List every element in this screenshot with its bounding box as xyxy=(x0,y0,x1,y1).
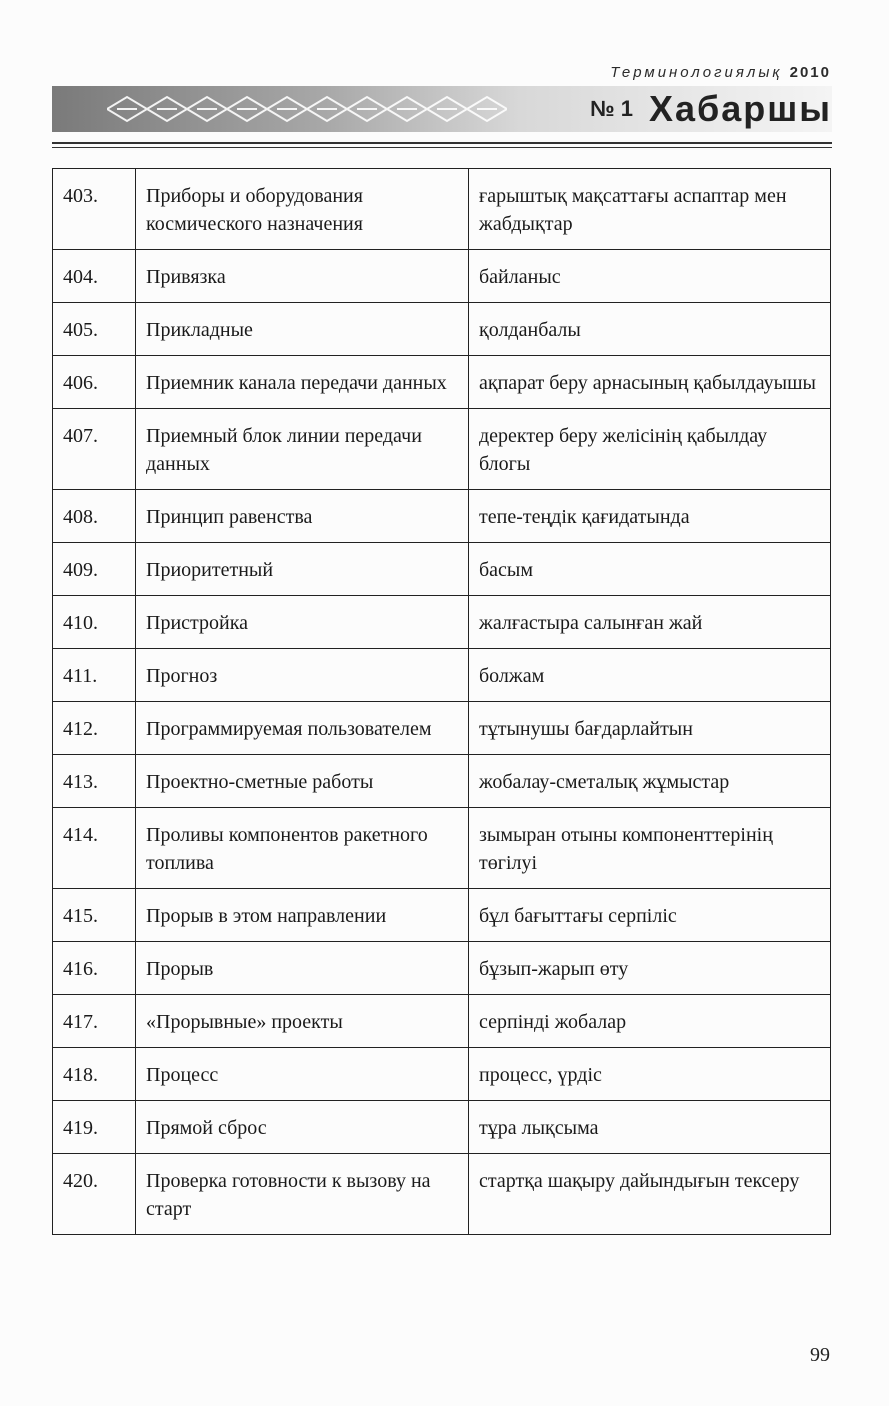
term-kazakh: ғарыштық мақсаттағы аспаптар мен жабдықтар xyxy=(469,169,831,250)
term-number: 407. xyxy=(53,409,136,490)
term-kazakh: бұл бағыттағы серпіліс xyxy=(469,889,831,942)
term-number: 419. xyxy=(53,1101,136,1154)
term-russian: Прорыв в этом направлении xyxy=(136,889,469,942)
term-number: 415. xyxy=(53,889,136,942)
term-russian: Привязка xyxy=(136,250,469,303)
table-row xyxy=(53,649,831,702)
term-russian: Проверка готовности к вызову на старт xyxy=(136,1154,469,1235)
term-kazakh: ақпарат беру арнасының қабылдауышы xyxy=(469,356,831,409)
term-russian: «Прорывные» проекты xyxy=(136,995,469,1048)
table-row xyxy=(53,1154,831,1235)
term-kazakh: деректер беру желісінің қабылдау блогы xyxy=(469,409,831,490)
table-row xyxy=(53,169,831,250)
term-kazakh: тепе-теңдік қағидатында xyxy=(469,490,831,543)
table-row xyxy=(53,755,831,808)
term-russian: Проливы компонентов ракетного топлива xyxy=(136,808,469,889)
term-russian: Приборы и оборудования космического назначения xyxy=(136,169,469,250)
term-kazakh: тұра лықсыма xyxy=(469,1101,831,1154)
term-number: 410. xyxy=(53,596,136,649)
term-kazakh: стартқа шақыру дайындығын тексеру xyxy=(469,1154,831,1235)
term-russian: Прямой сброс xyxy=(136,1101,469,1154)
term-russian: Приоритетный xyxy=(136,543,469,596)
term-number: 409. xyxy=(53,543,136,596)
terms-table xyxy=(52,168,831,1235)
table-row xyxy=(53,409,831,490)
header-rule xyxy=(52,142,832,144)
term-russian: Приемник канала передачи данных xyxy=(136,356,469,409)
term-russian: Процесс xyxy=(136,1048,469,1101)
term-russian: Проектно-сметные работы xyxy=(136,755,469,808)
term-kazakh: зымыран отыны компоненттерінің төгілуі xyxy=(469,808,831,889)
term-number: 414. xyxy=(53,808,136,889)
term-russian: Пристройка xyxy=(136,596,469,649)
term-kazakh: байланыс xyxy=(469,250,831,303)
table-row xyxy=(53,808,831,889)
term-russian: Прогноз xyxy=(136,649,469,702)
table-row xyxy=(53,702,831,755)
table-row xyxy=(53,889,831,942)
journal-name: Хабаршы xyxy=(648,88,832,129)
header-banner xyxy=(52,86,832,132)
term-number: 404. xyxy=(53,250,136,303)
term-number: 418. xyxy=(53,1048,136,1101)
table-row xyxy=(53,250,831,303)
table-row xyxy=(53,942,831,995)
table-row xyxy=(53,490,831,543)
table-row xyxy=(53,356,831,409)
term-kazakh: бұзып-жарып өту xyxy=(469,942,831,995)
term-russian: Принцип равенства xyxy=(136,490,469,543)
term-number: 403. xyxy=(53,169,136,250)
term-number: 411. xyxy=(53,649,136,702)
term-kazakh: жалғастыра салынған жай xyxy=(469,596,831,649)
table-row xyxy=(53,303,831,356)
term-kazakh: тұтынушы бағдарлайтын xyxy=(469,702,831,755)
journal-title-text: Терминологиялық xyxy=(610,64,783,81)
term-russian: Программируемая пользователем xyxy=(136,702,469,755)
journal-title xyxy=(610,64,831,81)
term-number: 416. xyxy=(53,942,136,995)
table-row xyxy=(53,1048,831,1101)
term-kazakh: болжам xyxy=(469,649,831,702)
issue-heading xyxy=(590,86,832,132)
page-number: 99 xyxy=(810,1344,830,1366)
term-number: 417. xyxy=(53,995,136,1048)
table-row xyxy=(53,543,831,596)
term-kazakh: жобалау-сметалық жұмыстар xyxy=(469,755,831,808)
term-russian: Приемный блок линии передачи данных xyxy=(136,409,469,490)
term-number: 413. xyxy=(53,755,136,808)
issue-number: № 1 xyxy=(590,96,633,121)
term-number: 412. xyxy=(53,702,136,755)
header-rule-thin xyxy=(52,147,832,148)
term-russian: Прикладные xyxy=(136,303,469,356)
journal-year: 2010 xyxy=(789,64,831,81)
term-number: 420. xyxy=(53,1154,136,1235)
ornament-icon xyxy=(107,92,507,126)
table-row xyxy=(53,995,831,1048)
term-kazakh: қолданбалы xyxy=(469,303,831,356)
table-row xyxy=(53,596,831,649)
term-number: 405. xyxy=(53,303,136,356)
term-kazakh: процесс, үрдіс xyxy=(469,1048,831,1101)
term-kazakh: серпінді жобалар xyxy=(469,995,831,1048)
term-number: 408. xyxy=(53,490,136,543)
term-number: 406. xyxy=(53,356,136,409)
term-kazakh: басым xyxy=(469,543,831,596)
table-row xyxy=(53,1101,831,1154)
term-russian: Прорыв xyxy=(136,942,469,995)
